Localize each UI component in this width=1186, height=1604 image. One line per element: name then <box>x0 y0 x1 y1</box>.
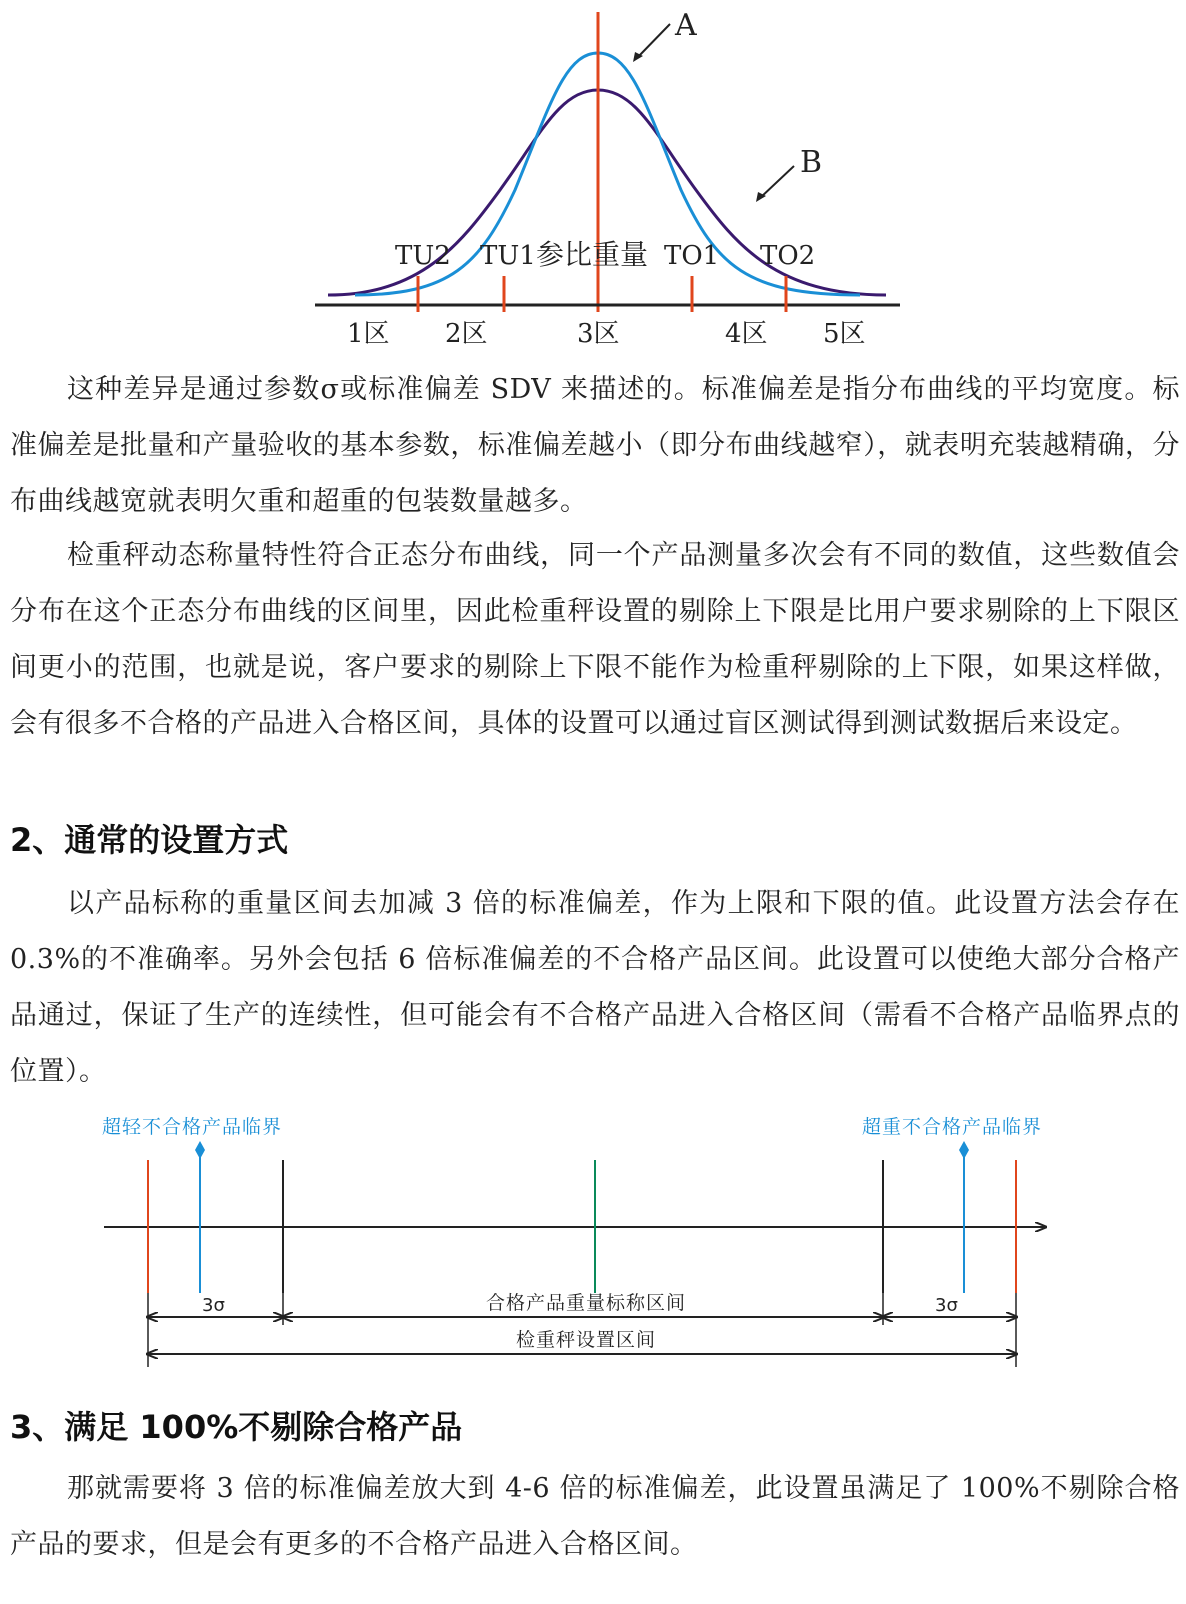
label-ref: 参比重量 <box>536 238 649 271</box>
right-critical-marker <box>959 1141 969 1159</box>
sigma-right-label: 3σ <box>935 1295 958 1316</box>
paragraph-usual-setting: 以产品标称的重量区间去加减 3 倍的标准偏差，作为上限和下限的值。此设置方法会存在 0.3%的不准确率。另外会包括 6 倍标准偏差的不合格产品区间。此设置可以使绝大部分合格产品通过，保证了生产的连续性，但可能会有不合格产品进入合格区间（需看不合格产品临界点的位置）。 <box>10 888 1180 1087</box>
paragraph-checkweigher: 检重秤动态称量特性符合正态分布曲线，同一个产品测量多次会有不同的数值，这些数值会分布在这个正态分布曲线的区间里，因此检重秤设置的剔除上下限是比用户要求剔除的上下限区间更小的范围，也就是说，客户要求的剔除上下限不能作为检重秤剔除的上下限，如果这样做，会有很多不合格的产品进入合格区间，具体的设置可以通过盲区测试得到测试数据后来设定。 <box>10 540 1180 739</box>
label-to2: TO2 <box>760 241 816 271</box>
label-a: A <box>675 8 697 43</box>
setting-range-diagram <box>90 1105 1070 1375</box>
paragraph-sdv: 这种差异是通过参数σ或标准偏差 SDV 来描述的。标准偏差是指分布曲线的平均宽度。标准偏差是批量和产量验收的基本参数，标准偏差越小（即分布曲线越窄），就表明充装越精确，分布曲线越宽就表明欠重和超重的包装数量越多。 <box>10 374 1180 517</box>
checkweigher-range-label: 检重秤设置区间 <box>516 1329 657 1351</box>
arrow-b <box>760 166 794 198</box>
left-critical-marker <box>195 1141 205 1159</box>
paragraph-100-percent: 那就需要将 3 倍的标准偏差放大到 4-6 倍的标准偏差，此设置虽满足了 100%不剔除合格产品的要求，但是会有更多的不合格产品进入合格区间。 <box>10 1473 1180 1560</box>
zone-3: 3区 <box>577 319 620 349</box>
normal-distribution-figure <box>300 0 920 360</box>
section-heading-2: 2、通常的设置方式 <box>10 821 289 859</box>
underweight-critical-label: 超轻不合格产品临界 <box>102 1116 283 1138</box>
nominal-range-label: 合格产品重量标称区间 <box>486 1292 687 1314</box>
section-heading-3: 3、满足 100%不剔除合格产品 <box>10 1408 463 1446</box>
label-tu1: TU1 <box>480 241 536 271</box>
zone-4: 4区 <box>725 319 768 349</box>
overweight-critical-label: 超重不合格产品临界 <box>862 1116 1043 1138</box>
arrow-a <box>637 24 670 58</box>
label-tu2: TU2 <box>395 241 451 271</box>
label-b: B <box>800 145 823 180</box>
zone-1: 1区 <box>347 319 390 349</box>
zone-2: 2区 <box>445 319 488 349</box>
zone-5: 5区 <box>823 319 866 349</box>
sigma-left-label: 3σ <box>202 1295 225 1316</box>
label-to1: TO1 <box>664 241 720 271</box>
